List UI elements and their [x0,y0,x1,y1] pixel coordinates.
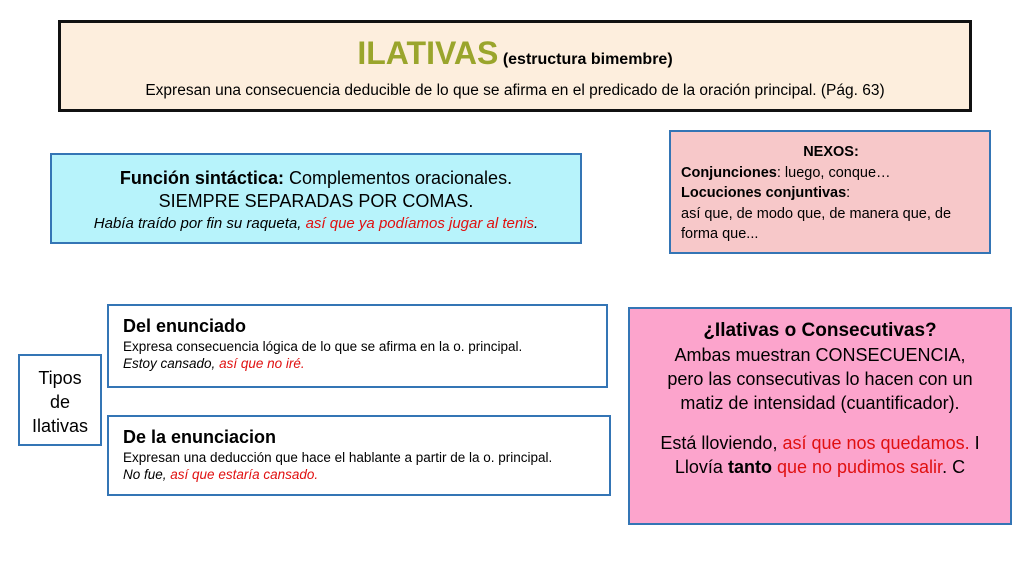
type-card-enunciado [107,304,608,388]
function-box [50,153,582,244]
function-example-red: así que ya podíamos jugar al tenis [305,215,535,232]
locuciones-colon: : [846,185,851,201]
example-2-normal: Llovía [674,457,728,477]
comparison-line-2: pero las consecutivas lo hacen con un [667,369,973,389]
ilativas-vs-consecutivas-box [628,307,1012,525]
type-example-red: así que no iré. [219,356,305,371]
function-line [52,167,580,190]
type-description: Expresan una deducción que hace el hablante a partir de la o. principal. [123,450,553,465]
comparison-line-1: Ambas muestran CONSECUENCIA, [674,345,966,365]
nexos-title: NEXOS: [803,144,859,160]
type-example-normal: Estoy cansado, [123,356,220,371]
title-description: Expresan una consecuencia deducible de lo que se afirma en el predicado de la oración principal. (Pág. 63) [145,82,885,99]
type-example [123,355,598,372]
type-example-normal: No fue, [123,467,171,482]
function-value: Complementos oracionales. [283,168,513,188]
function-line-2: SIEMPRE SEPARADAS POR COMAS. [158,191,474,211]
tipos-line-2: de [49,392,71,412]
page-subtitle: (estructura bimembre) [502,51,673,68]
page-title: ILATIVAS [357,35,499,71]
comparison-line-3: matiz de intensidad (cuantificador). [680,393,960,413]
example-2-bold: tanto [727,457,772,477]
tipos-box [18,354,102,446]
type-title: Del enunciado [123,316,247,336]
type-example [123,466,601,483]
comparison-title: ¿Ilativas o Consecutivas? [703,320,937,341]
tipos-line-1: Tipos [38,368,82,388]
example-1-red: así que nos quedamos. [782,433,970,453]
conjunciones-label: Conjunciones [681,164,777,181]
locuciones-values: así que, de modo que, de manera que, de forma que... [681,205,952,242]
function-example-end: . [534,215,539,232]
example-2-red: que no pudimos salir [771,457,943,477]
comparison-example-1 [630,431,1010,455]
example-2-tag: . C [942,457,966,477]
nexos-locuciones [681,183,981,204]
locuciones-label: Locuciones conjuntivas [681,185,847,201]
tipos-line-3: Ilativas [31,416,89,436]
nexos-conjunciones [681,163,981,184]
conjunciones-value: : luego, conque… [776,164,891,181]
function-label: Función sintáctica: [119,168,284,188]
example-1-tag: I [969,433,980,453]
title-box [58,20,972,112]
type-description: Expresa consecuencia lógica de lo que se afirma en la o. principal. [123,339,523,354]
function-example [52,213,580,235]
comparison-example-2 [630,455,1010,479]
title-line [61,35,969,78]
type-card-enunciacion [107,415,611,496]
type-title: De la enunciacion [123,427,277,447]
function-example-normal: Había traído por fin su raqueta, [93,215,306,232]
nexos-box [669,130,991,254]
spacer [630,415,1010,431]
type-example-red: así que estaría cansado. [170,467,319,482]
example-1-normal: Está lloviendo, [660,433,783,453]
